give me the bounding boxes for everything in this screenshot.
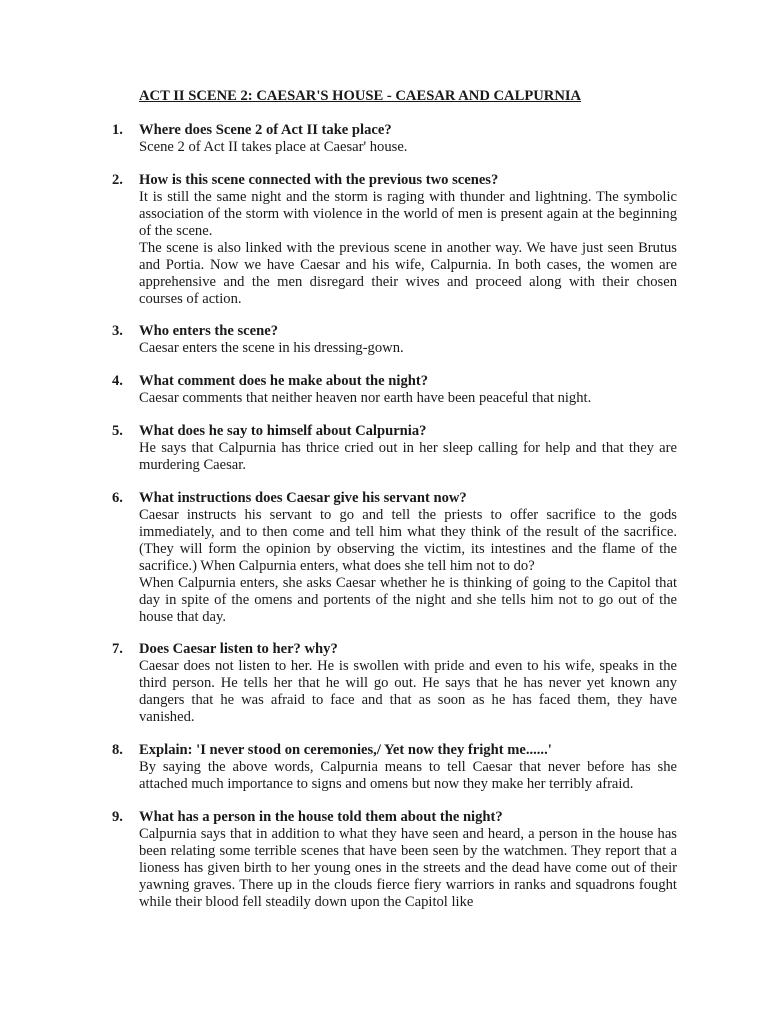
answer: Calpurnia says that in addition to what they have seen and heard, a person in the house has been relating some terrible scenes that have been seen by the watchmen. They report that a lioness has given birth to her young ones in the streets and the dead have come out of their yawning graves. There up in the clouds fierce fiery warriors in ranks and squadrons fought while their blood fell steadily down upon the Capitol like xyxy=(139,826,677,910)
qa-item-1 xyxy=(112,122,677,156)
qa-item-6 xyxy=(112,490,677,626)
answer: Caesar comments that neither heaven nor earth have been peaceful that night. xyxy=(139,390,592,406)
question: What comment does he make about the night? xyxy=(139,373,429,389)
qa-item-5 xyxy=(112,423,677,474)
question: Where does Scene 2 of Act II take place? xyxy=(139,122,392,138)
item-number: 4. xyxy=(112,373,123,389)
question: What does he say to himself about Calpurnia? xyxy=(139,423,427,439)
item-number: 3. xyxy=(112,323,123,339)
qa-item-4 xyxy=(112,373,677,407)
answer: Caesar instructs his servant to go and tell the priests to offer sacrifice to the gods immediately, and to then come and tell him what they think of the result of the sacrifice. (They will form the opinion by observing the victim, its intestines and the flame of the sacrifice.) When Calpurnia enters, what does she tell him not to do? xyxy=(139,507,677,574)
item-number: 8. xyxy=(112,742,123,758)
item-number: 5. xyxy=(112,423,123,439)
item-number: 6. xyxy=(112,490,123,506)
answer: By saying the above words, Calpurnia means to tell Caesar that never before has she attached much importance to signs and omens but now they make her terribly afraid. xyxy=(139,759,677,792)
question: Explain: 'I never stood on ceremonies,/ Yet now they fright me......' xyxy=(139,742,552,758)
question: What instructions does Caesar give his servant now? xyxy=(139,490,467,506)
qa-item-3 xyxy=(112,323,677,357)
answer: He says that Calpurnia has thrice cried out in her sleep calling for help and that they are murdering Caesar. xyxy=(139,440,677,473)
answer: The scene is also linked with the previous scene in another way. We have just seen Brutus and Portia. Now we have Caesar and his wife, Calpurnia. In both cases, the women are apprehensive and the men disregard their wives and proceed along with their chosen courses of action. xyxy=(139,240,677,307)
answer: It is still the same night and the storm is raging with thunder and lightning. The symbolic association of the storm with violence in the world of men is present again at the beginning of the scene. xyxy=(139,189,677,239)
answer: Caesar does not listen to her. He is swollen with pride and even to his wife, speaks in the third person. He tells her that he will go out. He says that he has never yet known any dangers that he was afraid to face and that as soon as he has faced them, they have vanished. xyxy=(139,658,677,725)
page-title: ACT II SCENE 2: CAESAR'S HOUSE - CAESAR AND CALPURNIA xyxy=(139,88,582,104)
qa-item-7 xyxy=(112,641,677,726)
qa-item-9 xyxy=(112,809,677,911)
qa-item-8 xyxy=(112,742,677,793)
item-number: 9. xyxy=(112,809,123,825)
item-number: 7. xyxy=(112,641,123,657)
question: Does Caesar listen to her? why? xyxy=(139,641,338,657)
question: What has a person in the house told them about the night? xyxy=(139,809,503,825)
answer: Caesar enters the scene in his dressing-gown. xyxy=(139,340,404,356)
qa-item-2 xyxy=(112,172,677,308)
question: Who enters the scene? xyxy=(139,323,279,339)
item-number: 2. xyxy=(112,172,123,188)
question: How is this scene connected with the previous two scenes? xyxy=(139,172,499,188)
answer: When Calpurnia enters, she asks Caesar whether he is thinking of going to the Capitol that day in spite of the omens and portents of the night and she tells him not to go out of the house that day. xyxy=(139,575,677,625)
item-number: 1. xyxy=(112,122,123,138)
answer: Scene 2 of Act II takes place at Caesar' house. xyxy=(139,139,408,155)
